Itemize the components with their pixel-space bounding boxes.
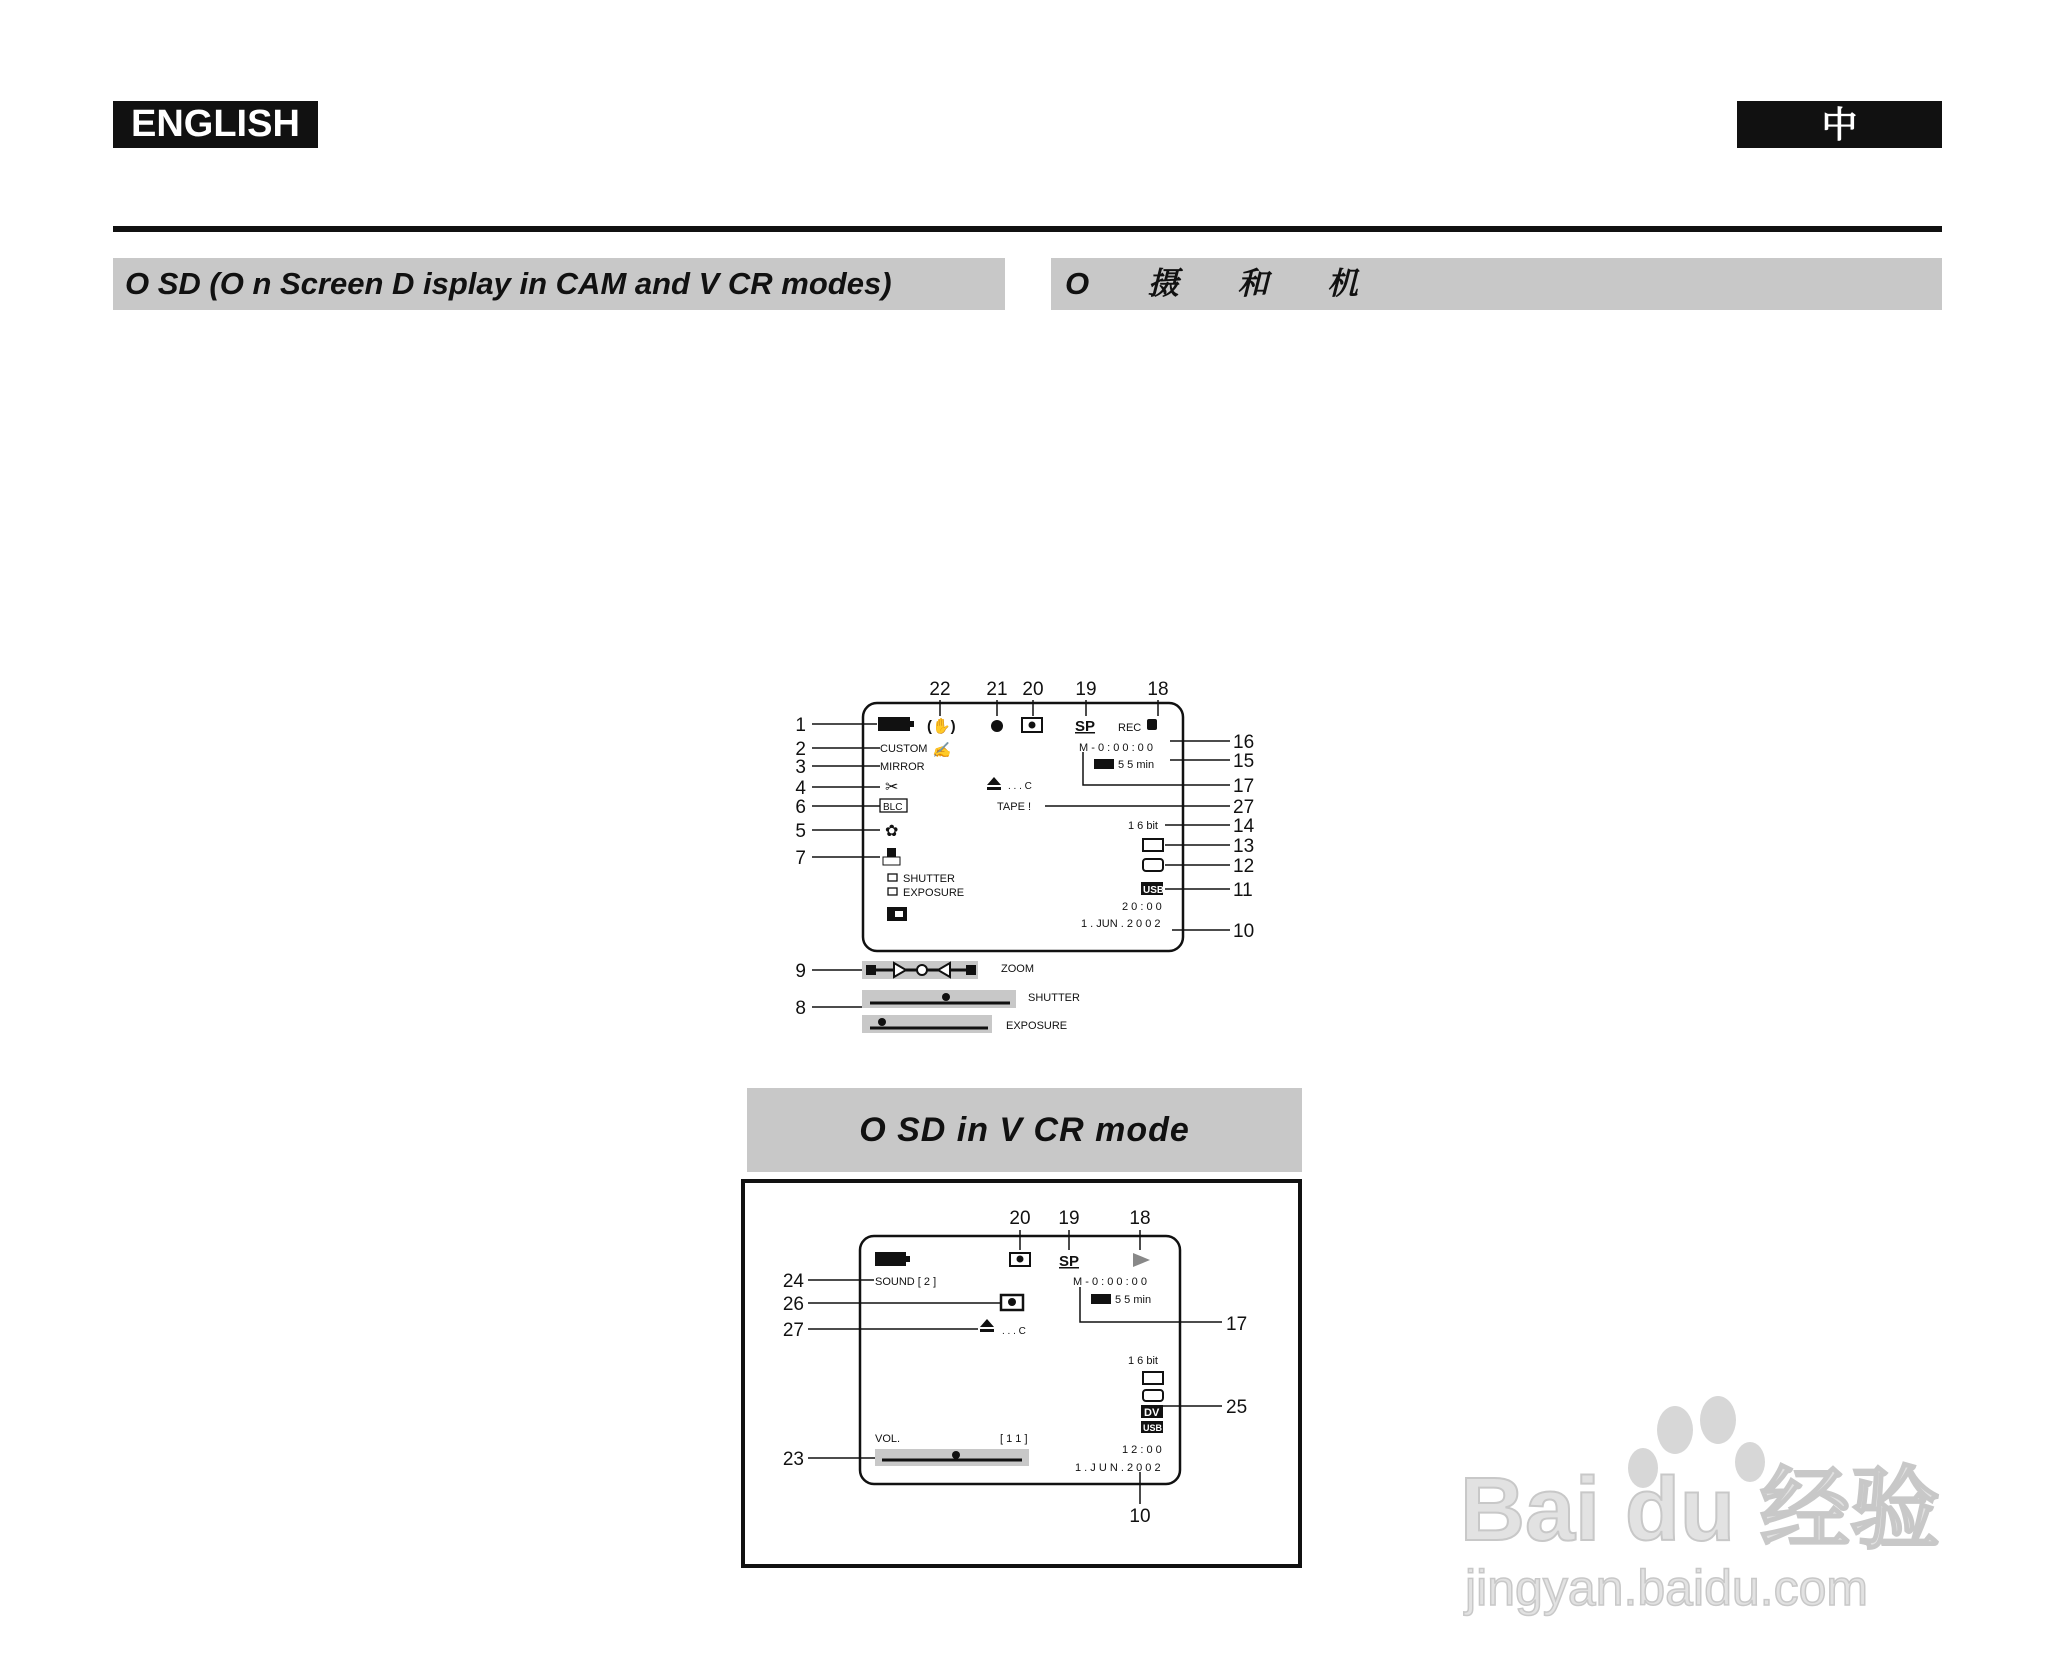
callout-22: 22 xyxy=(929,679,951,700)
cam-left-leaders xyxy=(812,724,880,857)
vcr-callout-24: 24 xyxy=(782,1271,804,1292)
timecode: M - 0 : 0 0 : 0 0 xyxy=(1079,742,1153,754)
baidu-watermark xyxy=(1460,1390,1940,1620)
vcr-callout-25: 25 xyxy=(1226,1397,1248,1418)
tape-warning: TAPE ! xyxy=(997,801,1032,813)
vcr-eject-icon xyxy=(980,1319,994,1327)
eject-icon xyxy=(987,777,1001,785)
watermark-brand: Bai du 经验 xyxy=(1460,1460,1940,1560)
callout-12: 12 xyxy=(1233,856,1255,877)
vcr-callout-26: 26 xyxy=(782,1294,804,1315)
callout-13: 13 xyxy=(1233,836,1255,857)
vol-value: [ 1 1 ] xyxy=(1000,1433,1028,1445)
vcr-tape-remaining-icon xyxy=(1091,1294,1111,1304)
cam-left-callouts xyxy=(795,715,806,869)
callout-11: 11 xyxy=(1233,880,1253,901)
vcr-right-callouts xyxy=(1129,1314,1247,1527)
vcr-tape-counter: . . . C xyxy=(1002,1326,1026,1337)
sound-label: SOUND [ 2 ] xyxy=(875,1276,937,1288)
callout-14: 14 xyxy=(1233,816,1255,837)
sp-icon: SP xyxy=(1075,718,1096,735)
wind-cut-icon xyxy=(1143,839,1163,851)
white-balance-icon: ✿ xyxy=(885,823,899,840)
vcr-callout-23: 23 xyxy=(782,1449,804,1470)
rec-label: REC xyxy=(1118,722,1142,734)
callout-9: 9 xyxy=(795,961,806,982)
callout-19: 19 xyxy=(1075,679,1097,700)
vcr-callout-19: 19 xyxy=(1058,1208,1080,1229)
vcr-callout-20: 20 xyxy=(1009,1208,1031,1229)
mirror-label: MIRROR xyxy=(880,761,925,773)
custom-label: CUSTOM xyxy=(880,743,928,755)
blc-label: BLC xyxy=(883,802,903,813)
program-ae-icon: ✂ xyxy=(885,779,899,796)
exposure-label: EXPOSURE xyxy=(1006,1020,1068,1032)
baidu-paw-icon xyxy=(1460,1390,1940,1620)
vcr-wind-cut-icon xyxy=(1143,1372,1163,1384)
vcr-callout-10: 10 xyxy=(1129,1506,1151,1527)
vcr-mode-title: O SD in V CR mode xyxy=(747,1088,1302,1172)
anti-shake-icon xyxy=(927,717,956,735)
cam-bottom-bars xyxy=(795,961,1080,1033)
vcr-time: 1 2 : 0 0 xyxy=(1122,1444,1162,1456)
digital-effect-icon: ✍ xyxy=(932,742,951,759)
tape-counter: . . . C xyxy=(1008,781,1032,792)
vcr-callout-17: 17 xyxy=(1226,1314,1248,1335)
zoom-mic-icon xyxy=(1143,859,1163,871)
shutter-label: SHUTTER xyxy=(1028,992,1080,1004)
shutter-bar xyxy=(862,990,1016,1008)
usb-label: USB xyxy=(1143,885,1165,896)
vcr-usb-label: USB xyxy=(1143,1423,1163,1433)
vcr-timecode: M - 0 : 0 0 : 0 0 xyxy=(1073,1276,1147,1288)
vcr-sp-icon: SP xyxy=(1059,1253,1080,1270)
callout-6: 6 xyxy=(795,797,806,818)
callout-21: 21 xyxy=(986,679,1008,700)
vcr-zoom-mic-icon xyxy=(1143,1390,1163,1401)
vcr-top-leaders xyxy=(1020,1230,1140,1250)
zoom-label: ZOOM xyxy=(1001,963,1034,975)
vcr-audio-bits: 1 6 bit xyxy=(1128,1355,1158,1367)
dv-label: DV xyxy=(1144,1407,1160,1419)
callout-17: 17 xyxy=(1233,776,1255,797)
vol-label: VOL. xyxy=(875,1433,901,1445)
time: 2 0 : 0 0 xyxy=(1122,901,1162,913)
language-label-english: ENGLISH xyxy=(113,101,318,148)
shutter-menu-label: SHUTTER xyxy=(903,873,955,885)
callout-15: 15 xyxy=(1233,751,1255,772)
language-label-chinese: 中 xyxy=(1737,101,1942,148)
callout-5: 5 xyxy=(795,821,806,842)
callout-7: 7 xyxy=(795,848,806,869)
callout-18: 18 xyxy=(1147,679,1169,700)
exposure-menu-icon xyxy=(888,888,897,895)
date: 1 . JUN . 2 0 0 2 xyxy=(1081,918,1161,930)
vcr-top-callouts xyxy=(1009,1208,1150,1229)
volume-bar xyxy=(875,1449,1029,1466)
battery-icon xyxy=(878,717,910,731)
callout-16: 16 xyxy=(1233,732,1255,753)
dsf-icon xyxy=(887,848,896,857)
rec-icon xyxy=(1147,719,1157,730)
self-timer-icon xyxy=(991,720,1003,732)
vcr-battery-icon xyxy=(875,1252,906,1266)
shutter-menu-icon xyxy=(888,874,897,881)
vcr-osd-icons xyxy=(875,1252,1163,1474)
exposure-menu-label: EXPOSURE xyxy=(903,887,965,899)
vcr-callout-27: 27 xyxy=(782,1320,804,1341)
cam-right-callouts xyxy=(1233,732,1255,942)
section-title-chinese: O 摄 和 机 xyxy=(1051,258,1942,310)
tape-remaining-icon xyxy=(1094,759,1114,769)
svg-text:(✋): (✋) xyxy=(927,718,956,735)
section-title-english: O SD (O n Screen D isplay in CAM and V CR modes) xyxy=(113,258,1005,310)
vcr-tape-remaining: 5 5 min xyxy=(1115,1294,1152,1306)
vcr-left-leaders xyxy=(808,1280,1000,1458)
callout-10: 10 xyxy=(1233,921,1255,942)
vcr-date: 1 . J U N . 2 0 0 2 xyxy=(1075,1462,1161,1474)
callout-4: 4 xyxy=(795,778,806,799)
callout-1: 1 xyxy=(795,715,806,736)
callout-2: 2 xyxy=(795,739,806,760)
callout-3: 3 xyxy=(795,757,806,778)
cam-osd-icons xyxy=(878,717,1164,930)
callout-27: 27 xyxy=(1233,797,1255,818)
cam-top-callouts xyxy=(929,679,1168,700)
tape-remaining: 5 5 min xyxy=(1118,759,1155,771)
vcr-callout-18: 18 xyxy=(1129,1208,1151,1229)
watermark-url: jingyan.baidu.com xyxy=(1465,1560,1869,1616)
callout-20: 20 xyxy=(1022,679,1044,700)
callout-8: 8 xyxy=(795,998,806,1019)
vcr-left-callouts xyxy=(783,1271,805,1470)
audio-bits: 1 6 bit xyxy=(1128,820,1158,832)
play-icon xyxy=(1133,1253,1150,1267)
